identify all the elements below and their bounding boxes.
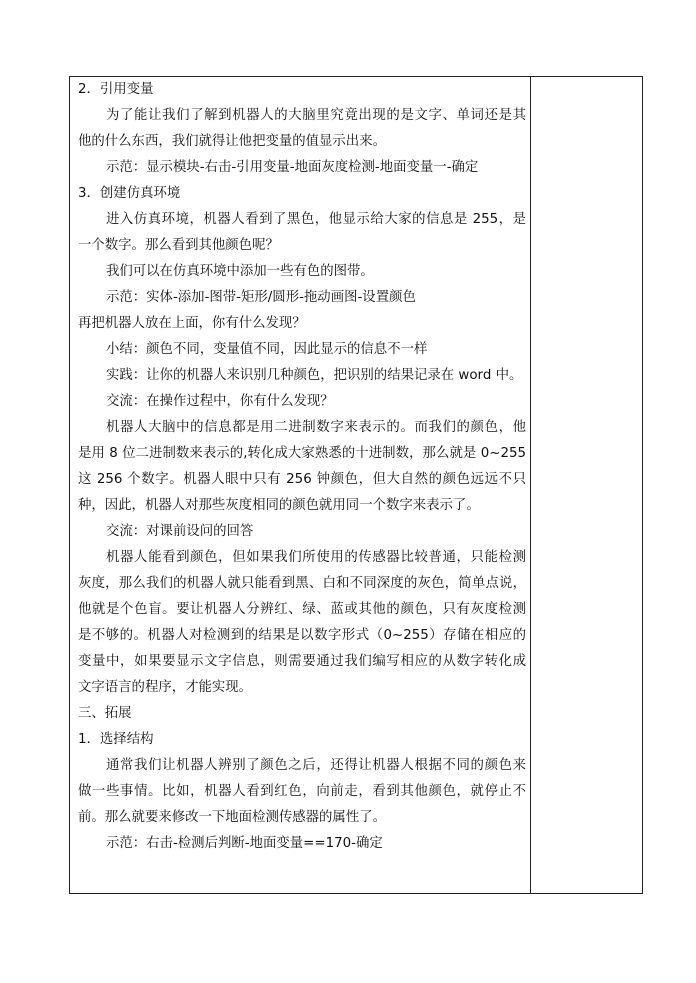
text-line: 再把机器人放在上面，你有什么发现？ [78, 316, 306, 331]
text-line: 3．创建仿真环境 [78, 186, 181, 201]
text-line: 交流：在操作过程中，你有什么发现？ [106, 394, 334, 409]
text-line: 小结：颜色不同，变量值不同，因此显示的信息不一样 [106, 342, 428, 357]
text-line: 三、拓展 [78, 706, 132, 721]
text-line: 做一些事情。比如，机器人看到红色，向前走，看到其他颜色，就停止不 [78, 784, 526, 799]
text-line: 通常我们让机器人辨别了颜色之后，还得让机器人根据不同的颜色来 [106, 758, 526, 773]
text-line: 我们可以在仿真环境中添加一些有色的图带。 [106, 264, 374, 279]
text-line: 示范：实体-添加-图带-矩形/圆形-拖动画图-设置颜色 [106, 290, 416, 305]
text-line: 2．引用变量 [78, 82, 154, 97]
text-line: 这 256 个数字。机器人眼中只有 256 钟颜色，但大自然的颜色远远不只 [78, 472, 526, 487]
text-line: 文字语言的程序，才能实现。 [78, 680, 253, 695]
text-line: 灰度，那么我们的机器人就只能看到黑、白和不同深度的灰色，简单点说， [78, 576, 526, 591]
lesson-content-cell [78, 77, 526, 857]
text-line: 他的什么东西，我们就得让他把变量的值显示出来。 [78, 134, 386, 149]
text-line: 是不够的。机器人对检测到的结果是以数字形式（0~255）存储在相应的 [78, 628, 526, 643]
text-line: 机器人大脑中的信息都是用二进制数字来表示的。而我们的颜色，他 [106, 420, 526, 435]
text-line: 进入仿真环境，机器人看到了黑色，他显示给大家的信息是 255，是 [106, 212, 526, 227]
text-line: 前。那么就要来修改一下地面检测传感器的属性了。 [78, 810, 386, 825]
notes-cell [531, 77, 642, 893]
text-lines [78, 77, 526, 857]
text-line: 变量中，如果要显示文字信息，则需要通过我们编写相应的从数字转化成 [78, 654, 526, 669]
text-line: 是用 8 位二进制数来表示的,转化成大家熟悉的十进制数，那么就是 0~255 [78, 446, 526, 461]
text-line: 示范：显示模块-右击-引用变量-地面灰度检测-地面变量一-确定 [106, 160, 479, 175]
text-line: 种，因此，机器人对那些灰度相同的颜色就用同一个数字来表示了。 [78, 498, 480, 513]
text-line: 一个数字。那么看到其他颜色呢？ [78, 238, 279, 253]
text-line: 示范：右击-检测后判断-地面变量==170-确定 [106, 836, 383, 851]
text-line: 交流：对课前设问的回答 [106, 524, 254, 539]
text-line: 为了能让我们了解到机器人的大脑里究竟出现的是文字、单词还是其 [106, 108, 526, 123]
text-line: 实践：让你的机器人来识别几种颜色，把识别的结果记录在 word 中。 [106, 368, 523, 383]
text-line: 机器人能看到颜色，但如果我们所使用的传感器比较普通，只能检测 [106, 550, 526, 565]
text-line: 他就是个色盲。要让机器人分辨红、绿、蓝或其他的颜色，只有灰度检测 [78, 602, 526, 617]
text-line: 1．选择结构 [78, 732, 154, 747]
lesson-table [69, 76, 643, 894]
